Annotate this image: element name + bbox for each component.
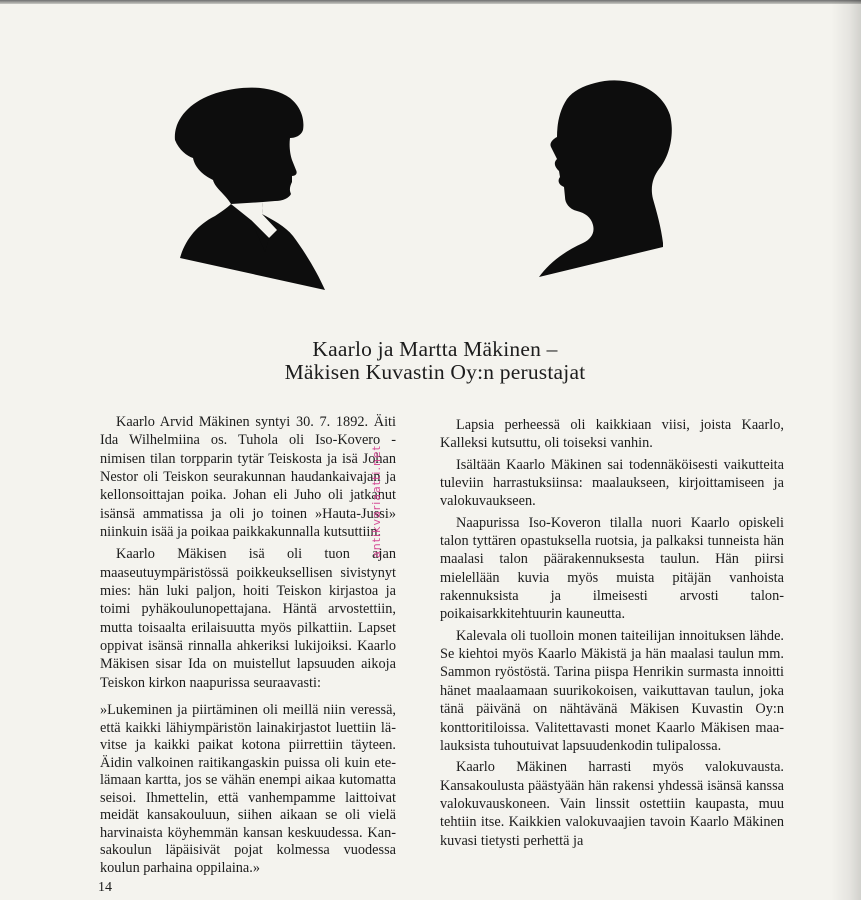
quote-paragraph: »Lukeminen ja piirtäminen oli meillä niin veressä, että kaikki lähiympäristön lainakirjastot luettiin lävitse ja kaikki paikat kotona piirrettiin täyteen. Äidin valkoinen raitikangaskin puissa oli kuin etelämaan kartta, jos se vähän enempi aikaa kutomatta seisoi. Ihmettelin, että vanhempamme laittoivat meidät kansakouluun, siihen aikaan se oli vielä harvinaista köyhemmän kansan keskuudessa. Kansakoulun läpäisivät pojat kolmessa vuodessa koulun parhaina oppilaina.»: [100, 702, 396, 876]
paragraph: Kaarlo Mäkinen harrasti myös valokuvausta. Kansakoulusta päästyään hän rakensi yhdessä isänsä kanssa valokuvauskoneen. Vain linssit ostettiin kaupasta, muu tehtiin itse. Kaikkien valokuvaajien tavoin Kaarlo Mäkinen kuvasi tietysti perhettä ja: [440, 759, 784, 849]
title-line-company: Mäkisen Kuvastin Oy:n perustajat: [284, 360, 586, 384]
paragraph: Kaarlo Mäkisen isä oli tuon ajan maaseutuympäristössä poikkeuksellisen sivistynyt mies: hän luki paljon, hoiti Teiskon kirjastoa ja toimi pyhäkoulunopettajana. Häntä arvostettiin, mutta toisaalta erilaisuutta myös pilkattiin. Lapset oppivat isänsä rinnalla ahkeriksi lukijoiksi. Kaarlo Mäkisen sisar Ida on muistellut lapsuuden aikoja Teiskon kirkon naapurissa seuraavasti:: [100, 546, 396, 691]
woman-silhouette-portrait: [535, 75, 675, 280]
title-line-names: Kaarlo ja Martta Mäkinen –: [312, 337, 558, 361]
paragraph: Naapurissa Iso-Koveron tilalla nuori Kaarlo opiskeli talon tyttären opastuksella ruotsia, ja palkaksi tunneista hän maalasi talon päärakennuksesta taulun. Hän piirsi mielellään kuvia myös muista pitäjän vanhoista rakennuksista ja ilmeisesti arvosti talonpoikaisarkkitehtuurin kauneutta.: [440, 514, 784, 623]
man-silhouette-portrait: [165, 80, 330, 292]
left-text-column: [100, 413, 396, 877]
page-top-edge: [0, 0, 861, 4]
page-gutter-shadow: [831, 0, 861, 900]
paragraph: Kaarlo Arvid Mäkinen syntyi 30. 7. 1892. Äiti Ida Wilhelmiina os. Tuhola oli Iso-Kovero -nimisen tilan torpparin tytär Teiskosta ja isä Johan Nestor oli Teiskon seurakunnan haudankaivajan ja kellonsoittajan poika. Johan eli Juho oli jatkanut isänsä ammatissa ja oli jo toinen »Hauta-Jussi» niinkuin isää ja poikaa paikkakunnalla kutsuttiin.: [100, 414, 396, 541]
paragraph: Lapsia perheessä oli kaikkiaan viisi, joista Kaarlo, Kalleksi kutsuttu, oli toiseksi vanhin.: [440, 417, 784, 452]
right-text-column: [440, 416, 784, 850]
paragraph: Kalevala oli tuolloin monen taiteilijan innoituksen lähde. Se kiehtoi myös Kaarlo Mäkistä ja hän maalasi taulun mm. Sammon ryöstöstä. Tarina piispa Henrikin surmasta innoitti hänet maalaamaan suurikokoisen, vaikuttavan taulun, joka tänä päivänä on nähtävänä Mäkisen Kuvastin Oy:n konttoritiloissa. Valitettavasti monet Kaarlo Mäkisen maalauksista tuhoutuivat lapsuudenkodin tulipalossa.: [440, 627, 784, 754]
article-title: [190, 338, 680, 384]
paragraph: Isältään Kaarlo Mäkinen sai todennäköisesti vaikutteita tuleviin harrastuksiinsa: maalaukseen, kirjoittamiseen ja valokuvaukseen.: [440, 456, 784, 510]
page-number: 14: [98, 880, 112, 895]
watermark-text: antikvariaatti.net: [370, 445, 383, 558]
